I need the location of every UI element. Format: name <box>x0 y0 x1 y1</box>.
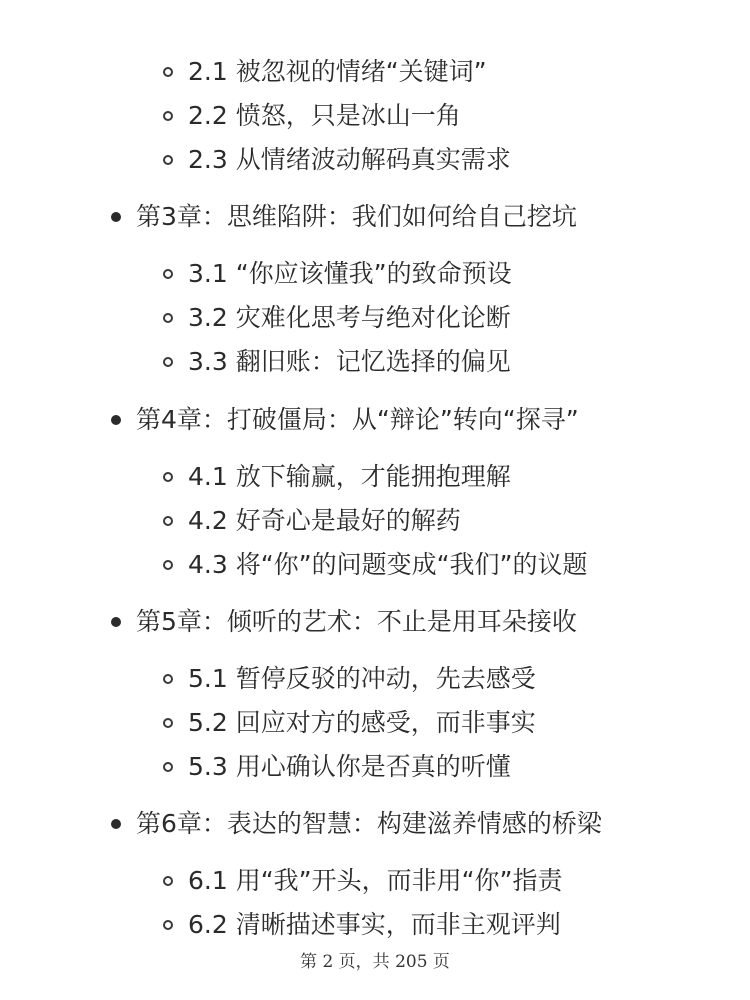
toc-item-text: 5.3 用心确认你是否真的听懂 <box>188 752 511 781</box>
hollow-bullet-icon <box>163 516 173 526</box>
toc-item <box>0 143 750 177</box>
toc-item <box>0 706 750 740</box>
toc-item-text: 2.2 愤怒，只是冰山一角 <box>188 101 461 130</box>
toc-chapter <box>0 200 750 234</box>
toc-item-text: 5.2 回应对方的感受，而非事实 <box>188 708 536 737</box>
toc-item <box>0 548 750 582</box>
toc-item-text: 3.1 “你应该懂我”的致命预设 <box>188 259 512 288</box>
toc-item-text: 6.2 清晰描述事实，而非主观评判 <box>188 910 561 939</box>
hollow-bullet-icon <box>163 718 173 728</box>
toc-item <box>0 99 750 133</box>
toc-chapter-text: 第3章：思维陷阱：我们如何给自己挖坑 <box>136 202 577 231</box>
toc-item-text: 4.2 好奇心是最好的解药 <box>188 506 461 535</box>
toc-chapter <box>0 807 750 841</box>
toc-item-text: 4.1 放下输赢，才能拥抱理解 <box>188 462 511 491</box>
toc-item-text: 4.3 将“你”的问题变成“我们”的议题 <box>188 550 588 579</box>
filled-bullet-icon <box>111 212 121 222</box>
filled-bullet-icon <box>111 617 121 627</box>
toc-item-text: 2.1 被忽视的情绪“关键词” <box>188 57 487 86</box>
hollow-bullet-icon <box>163 876 173 886</box>
toc-chapter-text: 第4章：打破僵局：从“辩论”转向“探寻” <box>136 405 579 434</box>
hollow-bullet-icon <box>163 472 173 482</box>
toc-item <box>0 460 750 494</box>
toc-item-text: 5.1 暂停反驳的冲动，先去感受 <box>188 664 536 693</box>
filled-bullet-icon <box>111 415 121 425</box>
toc-item-text: 6.1 用“我”开头，而非用“你”指责 <box>188 866 563 895</box>
filled-bullet-icon <box>111 819 121 829</box>
toc-chapter-text: 第5章：倾听的艺术：不止是用耳朵接收 <box>136 607 577 636</box>
toc-item-text: 3.2 灾难化思考与绝对化论断 <box>188 303 511 332</box>
hollow-bullet-icon <box>163 674 173 684</box>
toc-item <box>0 864 750 898</box>
toc-item-text: 2.3 从情绪波动解码真实需求 <box>188 145 511 174</box>
toc-item <box>0 750 750 784</box>
toc-item <box>0 345 750 379</box>
page-number-footer: 第 2 页，共 205 页 <box>300 952 450 972</box>
toc-chapter-text: 第6章：表达的智慧：构建滋养情感的桥梁 <box>136 809 602 838</box>
hollow-bullet-icon <box>163 560 173 570</box>
hollow-bullet-icon <box>163 762 173 772</box>
hollow-bullet-icon <box>163 155 173 165</box>
toc-item <box>0 662 750 696</box>
toc-item <box>0 301 750 335</box>
hollow-bullet-icon <box>163 67 173 77</box>
hollow-bullet-icon <box>163 920 173 930</box>
toc-chapter <box>0 605 750 639</box>
toc-item-text: 3.3 翻旧账：记忆选择的偏见 <box>188 347 511 376</box>
hollow-bullet-icon <box>163 111 173 121</box>
toc-item <box>0 257 750 291</box>
hollow-bullet-icon <box>163 357 173 367</box>
hollow-bullet-icon <box>163 269 173 279</box>
toc-item <box>0 908 750 942</box>
hollow-bullet-icon <box>163 313 173 323</box>
toc-item <box>0 55 750 89</box>
toc-item <box>0 504 750 538</box>
toc-chapter <box>0 403 750 437</box>
